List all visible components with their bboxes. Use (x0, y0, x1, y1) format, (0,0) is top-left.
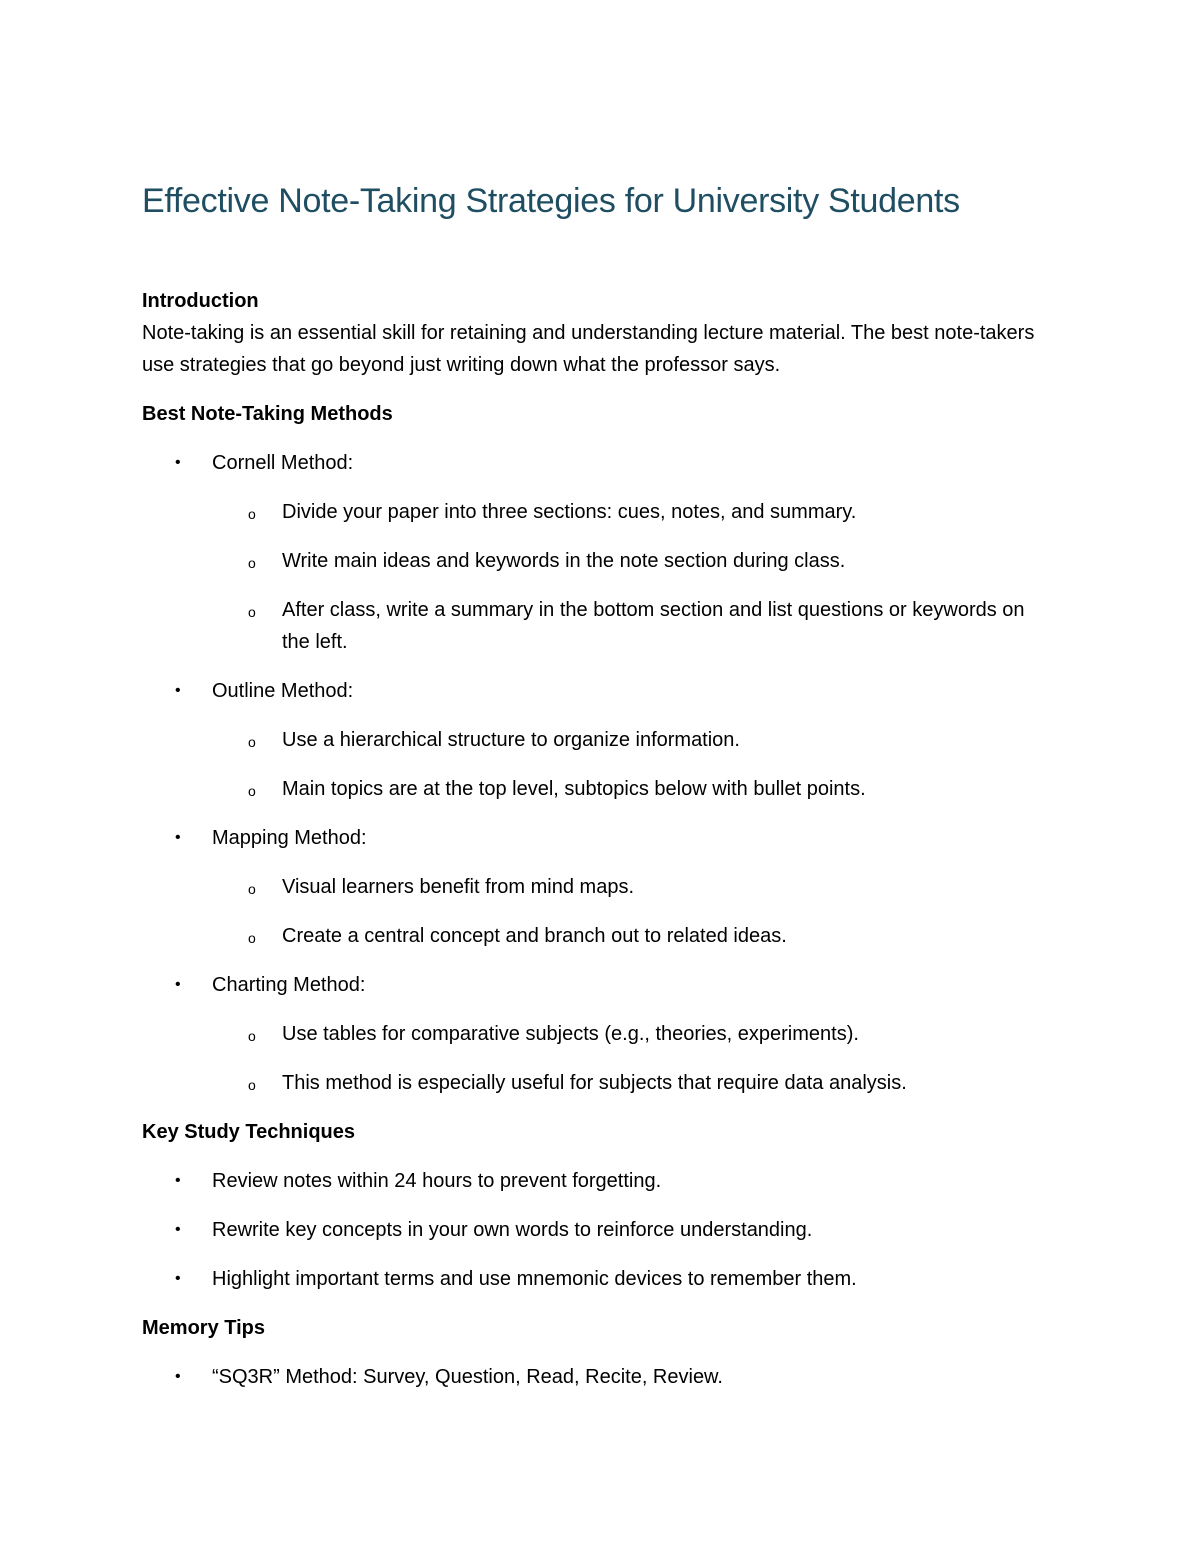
sub-list (212, 871, 1052, 952)
sub-list (212, 1018, 1052, 1099)
document-title: Effective Note-Taking Strategies for University Students (142, 182, 960, 220)
list-item-text: Review notes within 24 hours to prevent forgetting. (212, 1170, 662, 1192)
sub-list-item (212, 724, 1052, 756)
sub-list-item (212, 1018, 1052, 1050)
memory-tips-heading: Memory Tips (142, 1317, 265, 1339)
list-item (142, 969, 1052, 1099)
introduction-heading: Introduction (142, 290, 259, 312)
sub-item-text: Divide your paper into three sections: cues, notes, and summary. (282, 501, 857, 523)
list-item-text: Highlight important terms and use mnemonic devices to remember them. (212, 1268, 857, 1290)
list-item-text: Rewrite key concepts in your own words to reinforce understanding. (212, 1219, 813, 1241)
sub-bullet-icon: o (248, 783, 256, 799)
list-item-text: “SQ3R” Method: Survey, Question, Read, Recite, Review. (212, 1366, 723, 1388)
sub-bullet-icon: o (248, 604, 256, 620)
bullet-icon: • (175, 1368, 181, 1385)
method-label: Cornell Method: (212, 452, 354, 474)
methods-list (142, 447, 1052, 1099)
bullet-icon: • (175, 454, 181, 471)
list-item (142, 1214, 1052, 1246)
sub-item-text: Main topics are at the top level, subtopics below with bullet points. (282, 778, 866, 800)
sub-list-item (212, 594, 1052, 658)
introduction-text: Note-taking is an essential skill for retaining and understanding lecture material. The best note-takers use strategies that go beyond just writing down what the professor says. (142, 322, 1035, 376)
study-techniques-list (142, 1165, 1052, 1295)
sub-list-item (212, 920, 1052, 952)
sub-list (212, 724, 1052, 805)
sub-item-text: Use a hierarchical structure to organize information. (282, 729, 740, 751)
list-item (142, 1361, 1052, 1393)
bullet-icon: • (175, 1221, 181, 1238)
sub-list (212, 496, 1052, 658)
sub-list-item (212, 545, 1052, 577)
sub-item-text: Use tables for comparative subjects (e.g., theories, experiments). (282, 1023, 859, 1045)
document-body (142, 285, 1052, 1410)
sub-bullet-icon: o (248, 734, 256, 750)
method-label: Outline Method: (212, 680, 354, 702)
methods-section (142, 398, 1052, 1099)
bullet-icon: • (175, 1172, 181, 1189)
list-item (142, 1165, 1052, 1197)
list-item (142, 675, 1052, 805)
bullet-icon: • (175, 829, 181, 846)
sub-bullet-icon: o (248, 1077, 256, 1093)
introduction-section (142, 285, 1052, 381)
memory-tips-list (142, 1361, 1052, 1393)
sub-item-text: After class, write a summary in the bottom section and list questions or keywords on the left. (282, 599, 1025, 653)
sub-list-item (212, 1067, 1052, 1099)
bullet-icon: • (175, 1270, 181, 1287)
method-label: Mapping Method: (212, 827, 367, 849)
bullet-icon: • (175, 682, 181, 699)
list-item (142, 1263, 1052, 1295)
list-item (142, 447, 1052, 658)
bullet-icon: • (175, 976, 181, 993)
study-techniques-heading: Key Study Techniques (142, 1121, 356, 1143)
sub-item-text: Create a central concept and branch out to related ideas. (282, 925, 787, 947)
sub-list-item (212, 773, 1052, 805)
sub-bullet-icon: o (248, 555, 256, 571)
sub-item-text: This method is especially useful for subjects that require data analysis. (282, 1072, 907, 1094)
sub-item-text: Write main ideas and keywords in the note section during class. (282, 550, 846, 572)
sub-bullet-icon: o (248, 506, 256, 522)
sub-list-item (212, 496, 1052, 528)
sub-bullet-icon: o (248, 881, 256, 897)
sub-bullet-icon: o (248, 930, 256, 946)
methods-heading: Best Note-Taking Methods (142, 403, 393, 425)
sub-item-text: Visual learners benefit from mind maps. (282, 876, 635, 898)
method-label: Charting Method: (212, 974, 366, 996)
list-item (142, 822, 1052, 952)
study-techniques-section (142, 1116, 1052, 1295)
sub-bullet-icon: o (248, 1028, 256, 1044)
sub-list-item (212, 871, 1052, 903)
memory-tips-section (142, 1312, 1052, 1393)
